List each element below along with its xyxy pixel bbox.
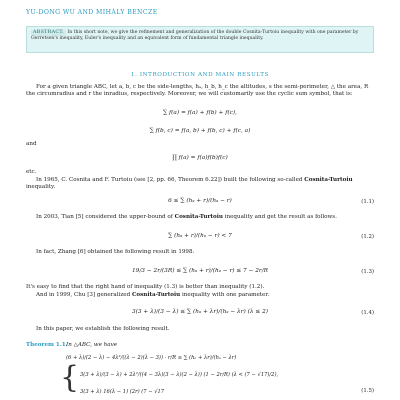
cases-brace: { <box>60 360 80 395</box>
p2-text: In 1965, C. Cosnita and F. Turtoiu (see [2, pp. 66, Theorem 6.22]) built the following so-called <box>36 177 305 183</box>
equation-number-1-2: (1.2) <box>361 234 374 240</box>
abstract-text: In this short note, we give the refinement and generalization of the double Cosnita-Turtoiu inequality with one parameter by Gerretsen's inequality, Euler's inequality and an equivalent form of fundamental triangle inequality. <box>31 30 359 41</box>
p3-bold: Cosnita-Turtoiu <box>174 214 223 220</box>
equation-number-1-4: (1.4) <box>361 310 374 316</box>
paragraph-tian <box>26 214 374 221</box>
paragraph-comparison: It's easy to find that the right hand of inequality (1.3) is better than inequality (1.2). <box>26 284 265 290</box>
theorem-label: Theorem 1.1. <box>26 342 68 348</box>
paragraph-zhang: In fact, Zhang [6] obtained the following result in 1998. <box>36 249 195 255</box>
equation-1-2: ∑ (hₐ + r)/(hₐ − r) < 7 <box>168 233 232 239</box>
paragraph-chu <box>26 292 374 299</box>
p6-bold: Cosnita-Turtoiu <box>131 292 181 298</box>
equation-1-4: 3(3 + λ)/(3 − λ) ≤ ∑ (hₐ + λr)/(hₐ − λr) (λ ≤ 2) <box>131 309 269 315</box>
paragraph-definitions: For a given triangle ABC, let a, b, c be the side-lengths, hₐ, h_b, h_c the altitudes, s the semi-perimeter, △ the area, R the circumradius and r the inradius, respectively. Moreover, we will customarily use the cyclic sum symbol, that is: <box>26 84 369 97</box>
theorem-statement: In △ABC, we have <box>66 342 118 348</box>
p6-text: And in 1999, Chu [3] generalized <box>36 292 132 298</box>
p6-tail: inequality with one parameter. <box>180 292 270 298</box>
p2-tail: inequality. <box>26 184 56 190</box>
text-etc: etc. <box>26 169 37 175</box>
p3-text: In 2003, Tian [5] considered the upper-bound of <box>36 214 175 220</box>
p2-bold: Cosnita-Turtoiu <box>304 177 353 183</box>
abstract-box <box>26 26 374 53</box>
running-header: YU-DONG WU AND MIHÁLY BENCZE <box>26 9 158 16</box>
equation-cyclic-sum-pairs: ∑ f(b, c) = f(a, b) + f(b, c) + f(c, a) <box>149 128 251 134</box>
equation-number-1-3: (1.3) <box>361 269 374 275</box>
equation-cyclic-product: ∏ f(a) = f(a)f(b)f(c) <box>172 155 228 161</box>
section-title: 1. INTRODUCTION AND MAIN RESULTS <box>130 72 270 78</box>
paragraph-result-intro: In this paper, we establish the following result. <box>36 326 170 332</box>
equation-number-1-1: (1.1) <box>361 199 374 205</box>
theorem-line-1: (6 + λ)/(2 − λ) − 4λ²/((λ − 2)(λ − 3)) · r/R ≥ ∑ (hₐ + λr)/(hₐ − λr) <box>66 355 237 361</box>
equation-1-3: 19/3 − 2r/(3R) ≤ ∑ (hₐ + r)/(hₐ − r) ≤ 7 − 2r/R <box>131 268 269 274</box>
abstract-label: ABSTRACT. <box>33 30 64 35</box>
equation-cyclic-sum: ∑ f(a) = f(a) + f(b) + f(c), <box>163 110 237 116</box>
theorem-case-1: 3(3 + λ)/(3 − λ) + 2λ²/((4 − 3λ)(3 − λ)(2 − λ)) (1 − 2r/R) (λ < (7 − √17)/2), <box>80 372 279 378</box>
paragraph-cosnita-turtoiu <box>26 177 374 191</box>
equation-1-1: 6 ≤ ∑ (hₐ + r)/(hₐ − r) <box>168 198 232 204</box>
p3-tail: inequality and get the result as follows. <box>222 214 337 220</box>
equation-number-1-5: (1.5) <box>361 388 374 394</box>
theorem-case-2: 3(3 + λ) 16(λ − 1) (2r) (7 − √17 <box>80 389 165 395</box>
text-and: and <box>26 141 37 147</box>
